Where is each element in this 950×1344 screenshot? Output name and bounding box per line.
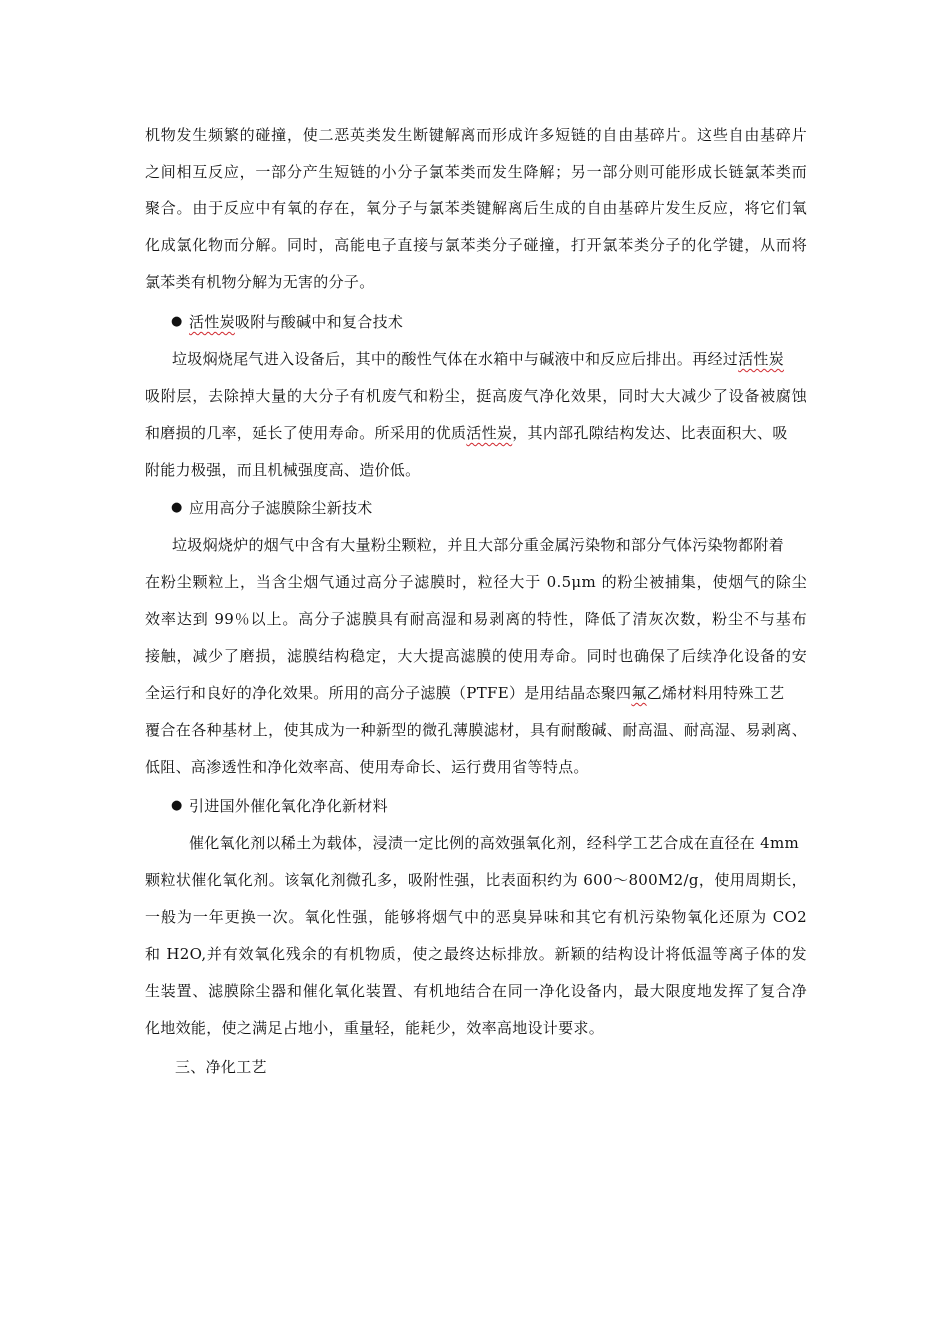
paragraph-line <box>145 682 784 704</box>
bullet-icon: ● <box>171 500 183 515</box>
spellcheck-flagged-term[interactable]: 活性炭 <box>466 424 513 442</box>
paragraph-line: 颗粒状催化氧化剂。该氧化剂微孔多，吸附性强，比表面积约为 600～800M2/g，使用周期长， <box>145 871 807 889</box>
paragraph-line: 氯苯类有机物分解为无害的分子。 <box>145 273 375 291</box>
paragraph-text: 和磨损的几率，延长了使用寿命。所采用的优质 <box>145 424 467 442</box>
spellcheck-flagged-term[interactable]: 活性炭 <box>189 313 235 331</box>
paragraph-line: 和 H2O,并有效氧化残余的有机物质，使之最终达标排放。新颖的结构设计将低温等离子体的发 <box>145 945 807 963</box>
paragraph-text: ，其内部孔隙结构发达、比表面积大、吸 <box>512 424 788 442</box>
paragraph-line: 接触，减少了磨损，滤膜结构稳定，大大提高滤膜的使用寿命。同时也确保了后续净化设备的安 <box>145 647 807 665</box>
spellcheck-flagged-term[interactable]: 氟 <box>631 684 647 702</box>
section-heading: 三、净化工艺 <box>175 1058 267 1076</box>
paragraph-line: 覆合在各种基材上，使其成为一种新型的微孔薄膜滤材，具有耐酸碱、耐高温、耐高湿、易剥离、 <box>145 721 807 739</box>
paragraph-line: 化成氯化物而分解。同时，高能电子直接与氯苯类分子碰撞，打开氯苯类分子的化学键，从而将 <box>145 236 807 254</box>
paragraph-text: 垃圾焖烧尾气进入设备后，其中的酸性气体在水箱中与碱液中和反应后排出。再经过 <box>172 350 739 368</box>
bullet-heading: 引进国外催化氧化净化新材料 <box>189 797 388 815</box>
paragraph-text: 全运行和良好的净化效果。所用的高分子滤膜（PTFE）是用结晶态聚四 <box>145 684 632 702</box>
paragraph-line: 低阻、高渗透性和净化效率高、使用寿命长、运行费用省等特点。 <box>145 758 589 776</box>
paragraph-line: 在粉尘颗粒上，当含尘烟气通过高分子滤膜时，粒径大于 0.5μm 的粉尘被捕集，使烟气的除尘 <box>145 573 807 591</box>
paragraph-line: 垃圾焖烧炉的烟气中含有大量粉尘颗粒，并且大部分重金属污染物和部分气体污染物都附着 <box>172 536 785 554</box>
paragraph-line: 附能力极强，而且机械强度高、造价低。 <box>145 461 421 479</box>
paragraph-line: 之间相互反应，一部分产生短链的小分子氯苯类而发生降解；另一部分则可能形成长链氯苯类而 <box>145 163 807 181</box>
spellcheck-flagged-term[interactable]: 活性炭 <box>738 350 785 368</box>
paragraph-line <box>172 348 784 370</box>
bullet-heading-text: 吸附与酸碱中和复合技术 <box>234 313 404 331</box>
bullet-heading <box>189 311 403 333</box>
paragraph-text: 乙烯材料用特殊工艺 <box>646 684 785 702</box>
paragraph-line: 一般为一年更换一次。氧化性强，能够将烟气中的恶臭异味和其它有机污染物氧化还原为 CO2 <box>145 908 807 926</box>
paragraph-line: 效率达到 99％以上。高分子滤膜具有耐高湿和易剥离的特性，降低了清灰次数，粉尘不与基布 <box>145 610 807 628</box>
paragraph-line <box>145 422 788 444</box>
paragraph-line: 生装置、滤膜除尘器和催化氧化装置、有机地结合在同一净化设备内，最大限度地发挥了复合净 <box>145 982 807 1000</box>
paragraph-line: 化地效能，使之满足占地小，重量轻，能耗少，效率高地设计要求。 <box>145 1019 605 1037</box>
paragraph-line: 聚合。由于反应中有氧的存在，氧分子与氯苯类键解离后生成的自由基碎片发生反应，将它们氧 <box>145 199 807 217</box>
paragraph-line: 催化氧化剂以稀土为载体，浸渍一定比例的高效强氧化剂，经科学工艺合成在直径在 4mm <box>189 834 800 852</box>
bullet-icon: ● <box>171 798 183 813</box>
paragraph-line: 机物发生频繁的碰撞，使二恶英类发生断键解离而形成许多短链的自由基碎片。这些自由基碎片 <box>145 126 807 144</box>
paragraph-line: 吸附层，去除掉大量的大分子有机废气和粉尘，挺高废气净化效果，同时大大减少了设备被腐蚀 <box>145 387 807 405</box>
bullet-heading: 应用高分子滤膜除尘新技术 <box>189 499 373 517</box>
bullet-icon: ● <box>171 314 183 329</box>
